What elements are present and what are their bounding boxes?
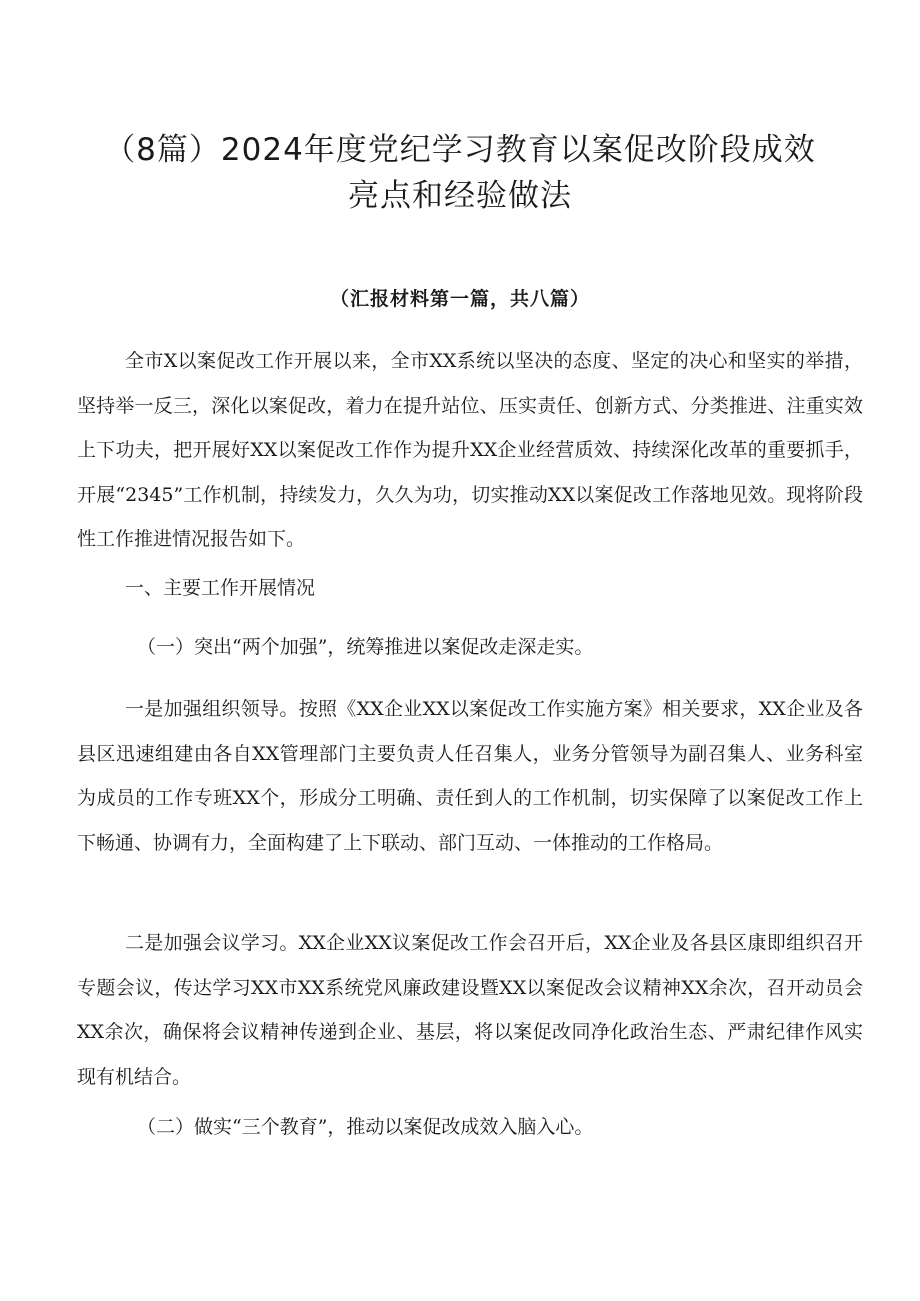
subsection-heading-two-strengthen: （一）突出“两个加强”，统筹推进以案促改走深走实。	[137, 636, 594, 658]
paragraph-organization-leadership: 一是加强组织领导。按照《XX企业XX以案促改工作实施方案》相关要求，XX企业及各县区迅速组建由各自XX管理部门主要负责人任召集人，业务分管领导为副召集人、业务科室为成员的工作专班XX个，形成分工明确、责任到人的工作机制，切实保障了以案促改工作上下畅通、协调有力，全面构建了上下联动、部门互动、一体推动的工作格局。	[77, 698, 863, 854]
paragraph-meeting-study: 二是加强会议学习。XX企业XX议案促改工作会召开后，XX企业及各县区康即组织召开专题会议，传达学习XX市XX系统党风廉政建设暨XX以案促改会议精神XX余次，召开动员会XX余次，确保将会议精神传递到企业、基层，将以案促改同净化政治生态、严肃纪律作风实现有机结合。	[77, 932, 863, 1088]
document-title-line-1: （8篇）2024年度党纪学习教育以案促改阶段成效	[104, 132, 816, 168]
document-title-line-2: 亮点和经验做法	[348, 178, 572, 214]
subsection-heading-three-education: （二）做实“三个教育”，推动以案促改成效入脑入心。	[137, 1116, 594, 1138]
intro-paragraph: 全市X以案促改工作开展以来，全市XX系统以坚决的态度、坚定的决心和坚实的举措，坚持举一反三，深化以案促改，着力在提升站位、压实责任、创新方式、分类推进、注重实效上下功夫，把开展好XX以案促改工作作为提升XX企业经营质效、持续深化改革的重要抓手，开展“2345”工作机制，持续发力，久久为功，切实推动XX以案促改工作落地见效。现将阶段性工作推进情况报告如下。	[77, 350, 863, 550]
section-heading-main-work: 一、主要工作开展情况	[125, 577, 316, 599]
document-subtitle: （汇报材料第一篇，共八篇）	[329, 288, 590, 310]
